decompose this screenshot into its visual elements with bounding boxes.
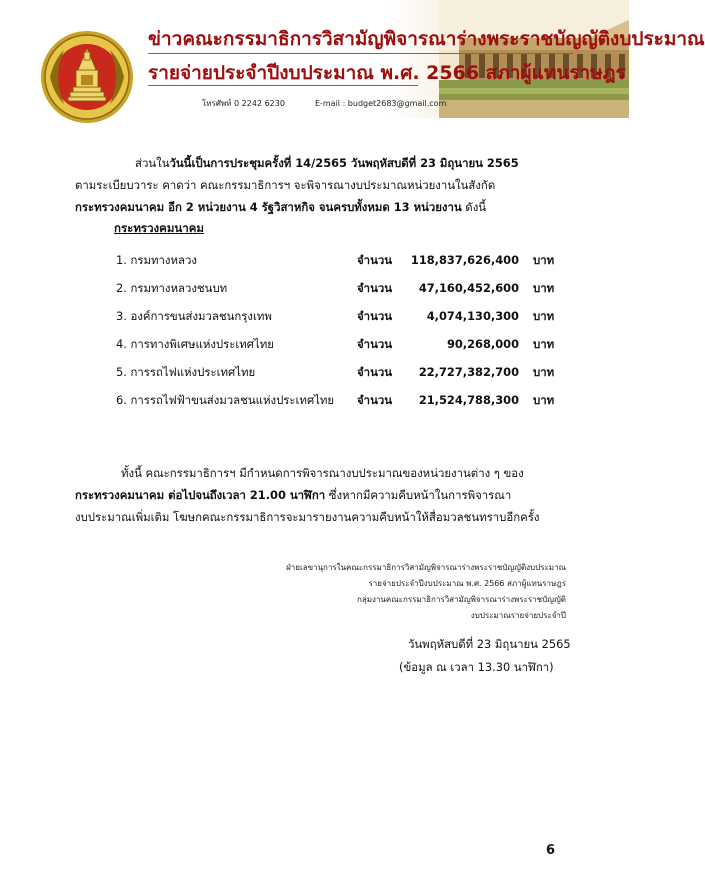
budget-item-amount xyxy=(357,308,554,326)
title-underline-2 xyxy=(148,85,418,86)
unit-label: บาท xyxy=(533,393,555,407)
header-title-line2: รายจ่ายประจำปีงบประมาณ พ.ศ. 2566 สภาผู้แทนราษฎร xyxy=(148,62,626,84)
amount-label: จำนวน xyxy=(357,393,393,407)
amount-value: 4,074,130,300 xyxy=(426,309,519,323)
budget-item-name: 4. การทางพิเศษแห่งประเทศไทย xyxy=(116,337,274,351)
release-date: วันพฤหัสบดีที่ 23 มิถุนายน 2565 xyxy=(408,637,571,651)
unit-label: บาท xyxy=(533,309,555,323)
title-underline-1 xyxy=(148,53,573,54)
agenda-line: ตามระเบียบวาระ คาดว่า คณะกรรมาธิการฯ จะพิจารณางบประมาณหน่วยงานในสังกัด xyxy=(75,178,496,192)
ministry-summary: กระทรวงคมนาคม อีก 2 หน่วยงาน 4 รัฐวิสาหกิจ จนครบทั้งหมด 13 หน่วยงาน xyxy=(75,200,462,214)
unit-label: บาท xyxy=(533,365,555,379)
amount-label: จำนวน xyxy=(357,281,393,295)
unit-label: บาท xyxy=(533,281,555,295)
amount-value: 21,524,788,300 xyxy=(418,393,519,407)
email-address: E-mail : budget2683@gmail.com xyxy=(314,99,447,108)
department-line: ฝ่ายเลขานุการในคณะกรรมาธิการวิสามัญพิจารณาร่างพระราชบัญญัติงบประมาณ xyxy=(286,563,566,572)
amount-value: 47,160,452,600 xyxy=(418,281,519,295)
phone-number: โทรศัพท์ 0 2242 6230 xyxy=(202,99,285,108)
amount-label: จำนวน xyxy=(357,309,393,323)
meeting-info: วันนี้เป็นการประชุมครั้งที่ 14/2565 วันพฤหัสบดีที่ 23 มิถุนายน 2565 xyxy=(169,156,519,170)
header-title-line1: ข่าวคณะกรรมาธิการวิสามัญพิจารณาร่างพระราชบัญญัติงบประมาณ xyxy=(148,28,705,50)
amount-label: จำนวน xyxy=(357,253,393,267)
department-signature xyxy=(286,560,566,624)
budget-item-name: 2. กรมทางหลวงชนบท xyxy=(116,281,228,295)
budget-item-name: 5. การรถไฟแห่งประเทศไทย xyxy=(116,365,256,379)
budget-item-amount xyxy=(357,336,554,354)
budget-item-name: 3. องค์การขนส่งมวลชนกรุงเทพ xyxy=(116,309,272,323)
closing-deadline: กระทรวงคมนาคม ต่อไปจนถึงเวลา 21.00 นาฬิกา xyxy=(75,488,326,502)
department-line: กลุ่มงานคณะกรรมาธิการวิสามัญพิจารณาร่างพระราชบัญญัติ xyxy=(357,595,566,604)
budget-item-amount xyxy=(357,252,554,270)
budget-item-amount xyxy=(357,364,554,382)
amount-value: 90,268,000 xyxy=(446,337,519,351)
page-number: 6 xyxy=(546,843,556,858)
closing-tail: ซึ่งหากมีความคืบหน้าในการพิจารณา xyxy=(325,488,512,502)
department-line: รายจ่ายประจำปีงบประมาณ พ.ศ. 2566 สภาผู้แทนราษฎร xyxy=(368,579,566,588)
header-contact xyxy=(202,97,446,110)
unit-label: บาท xyxy=(533,337,555,351)
release-time: (ข้อมูล ณ เวลา 13.30 นาฬิกา) xyxy=(399,660,554,674)
intro-tail: ดังนี้ xyxy=(461,200,487,214)
intro-paragraph xyxy=(75,152,565,218)
amount-value: 118,837,626,400 xyxy=(410,253,519,267)
budget-item-name: 1. กรมทางหลวง xyxy=(116,253,197,267)
closing-line3: งบประมาณเพิ่มเติม โฆษกคณะกรรมาธิการจะมารายงานความคืบหน้าให้สื่อมวลชนทราบอีกครั้ง xyxy=(75,510,540,524)
amount-value: 22,727,382,700 xyxy=(418,365,519,379)
amount-label: จำนวน xyxy=(357,365,393,379)
budget-item-amount xyxy=(357,280,554,298)
budget-item-amount xyxy=(357,392,554,410)
ministry-heading: กระทรวงคมนาคม xyxy=(114,221,205,235)
intro-lead: ส่วนใน xyxy=(135,156,170,170)
amount-label: จำนวน xyxy=(357,337,393,351)
closing-line1: ทั้งนี้ คณะกรรมาธิการฯ มีกำหนดการพิจารณางบประมาณของหน่วยงานต่าง ๆ ของ xyxy=(121,466,524,480)
page-header xyxy=(0,0,705,118)
department-line: งบประมาณรายจ่ายประจำปี xyxy=(470,611,566,620)
budget-item-name: 6. การรถไฟฟ้าขนส่งมวลชนแห่งประเทศไทย xyxy=(116,393,335,407)
closing-paragraph xyxy=(75,462,565,528)
unit-label: บาท xyxy=(533,253,555,267)
parliament-seal-logo xyxy=(40,30,134,124)
